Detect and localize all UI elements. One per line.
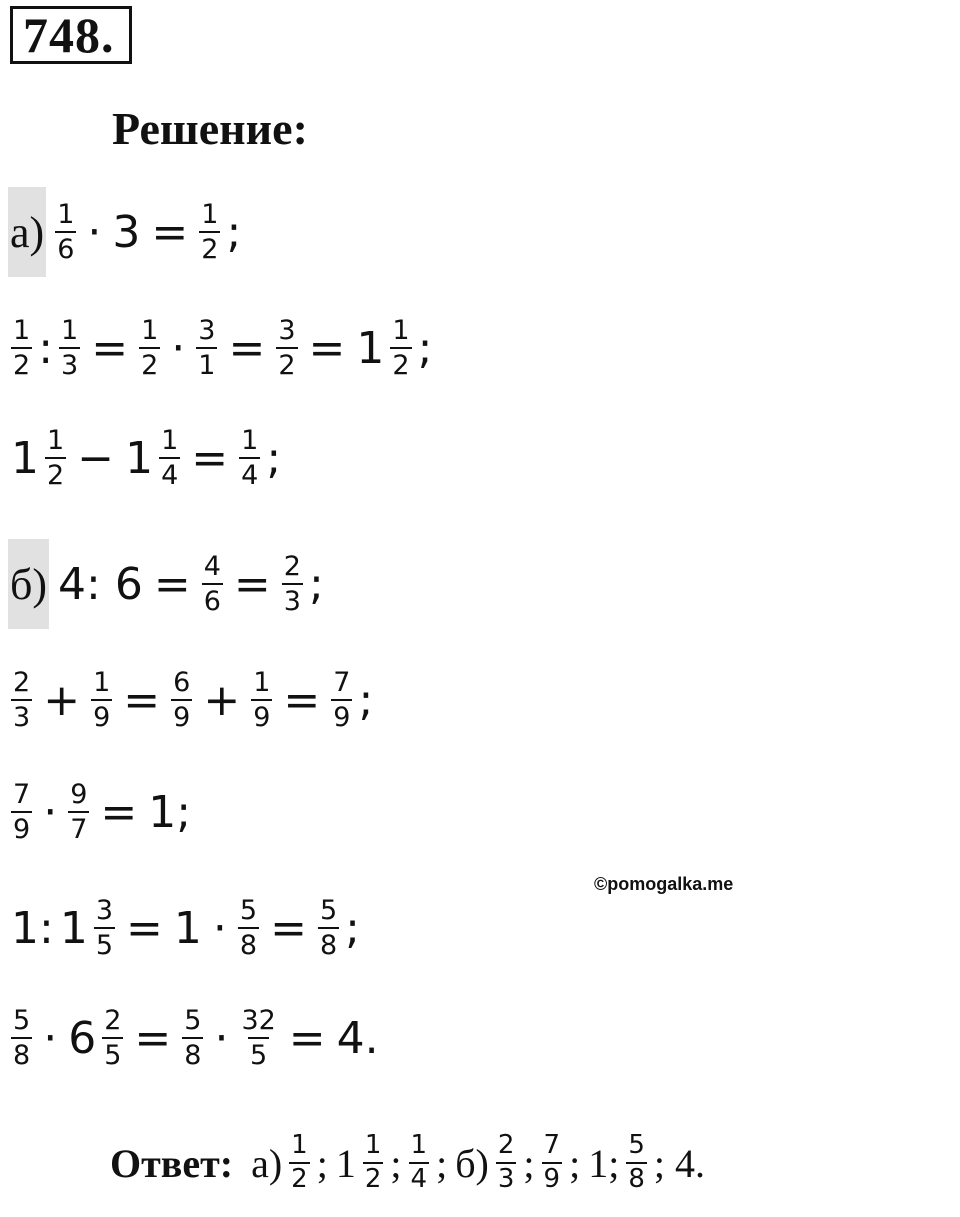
denominator: 4 (159, 457, 180, 491)
fraction (55, 199, 76, 265)
denominator: 9 (331, 699, 352, 733)
operator: = (91, 322, 129, 374)
fraction (139, 315, 160, 381)
mixed-number (332, 1131, 387, 1195)
numerator: 1 (201, 198, 219, 230)
denominator: 5 (94, 927, 115, 961)
fraction (239, 1005, 277, 1071)
denominator: 6 (202, 583, 223, 617)
denominator: 5 (248, 1037, 269, 1071)
whole-part: 6 (68, 1012, 97, 1064)
math-text: ; (390, 1140, 402, 1186)
operator: · (43, 1012, 58, 1064)
fraction (276, 315, 297, 381)
fraction (239, 425, 260, 491)
denominator: 2 (390, 347, 411, 381)
equation-line (8, 650, 376, 750)
numerator: 32 (241, 1004, 276, 1036)
math-text: : (38, 322, 54, 374)
equation-line (8, 988, 382, 1088)
operator: = (308, 322, 346, 374)
operator: · (43, 786, 58, 838)
answer-values (247, 1131, 709, 1195)
operator: · (214, 1012, 229, 1064)
numerator: 2 (283, 550, 301, 582)
math-text: ; (523, 1140, 535, 1186)
fraction (68, 779, 89, 845)
numerator: 3 (95, 894, 114, 926)
mixed-number (57, 895, 118, 961)
mixed-number (122, 425, 183, 491)
fraction (202, 551, 223, 617)
numerator: 4 (203, 550, 221, 582)
part-label: б) (8, 539, 49, 629)
operator: = (123, 674, 161, 726)
numerator: 1 (47, 424, 65, 456)
fraction (626, 1131, 647, 1195)
operator: + (43, 674, 81, 726)
denominator: 5 (102, 1037, 123, 1071)
denominator: 8 (628, 1164, 645, 1194)
numerator: 7 (333, 666, 351, 698)
mixed-number (353, 315, 414, 381)
fraction (282, 551, 303, 617)
numerator: 5 (184, 1004, 202, 1036)
denominator: 2 (364, 1164, 382, 1194)
numerator: 3 (198, 314, 216, 346)
operator: = (153, 558, 191, 610)
numerator: 2 (497, 1130, 515, 1161)
fraction (542, 1131, 563, 1195)
fraction (199, 199, 220, 265)
fraction (11, 779, 32, 845)
fraction (182, 1005, 203, 1071)
fraction (94, 895, 115, 961)
denominator: 9 (11, 811, 32, 845)
mixed-number (65, 1005, 126, 1071)
fraction (171, 667, 192, 733)
numerator: 2 (104, 1004, 122, 1036)
denominator: 2 (45, 457, 66, 491)
fraction (59, 315, 80, 381)
denominator: 3 (497, 1164, 515, 1194)
fraction (91, 667, 112, 733)
fraction (11, 315, 32, 381)
equation-line (8, 534, 327, 634)
math-text: 4. (336, 1012, 379, 1064)
operator: · (171, 322, 186, 374)
numerator: 1 (364, 1130, 382, 1161)
numerator: 1 (241, 424, 259, 456)
watermark: ©pomogalka.me (594, 874, 734, 894)
numerator: 6 (173, 666, 191, 698)
fraction (196, 315, 217, 381)
fraction (496, 1131, 517, 1195)
fraction (159, 425, 180, 491)
operator: = (191, 432, 229, 484)
denominator: 8 (238, 927, 259, 961)
math-text: 1; (588, 1140, 620, 1186)
denominator: 9 (543, 1164, 561, 1194)
numerator: 1 (57, 198, 75, 230)
operator: + (203, 674, 241, 726)
numerator: 3 (278, 314, 296, 346)
answer-title: Ответ: (110, 1140, 234, 1186)
operator: = (126, 902, 163, 954)
mixed-number (8, 425, 69, 491)
denominator: 8 (11, 1037, 32, 1071)
denominator: 9 (251, 699, 272, 733)
denominator: 1 (196, 347, 217, 381)
whole-part: 1 (356, 322, 385, 374)
operator: = (134, 1012, 172, 1064)
fraction (331, 667, 352, 733)
denominator: 7 (68, 811, 89, 845)
numerator: 1 (410, 1130, 428, 1161)
math-text: ; (266, 432, 282, 484)
denominator: 2 (199, 231, 220, 265)
fraction (11, 1005, 32, 1071)
fraction (102, 1005, 123, 1071)
answer-line (110, 1118, 709, 1208)
denominator: 2 (291, 1164, 308, 1194)
numerator: 9 (70, 778, 88, 810)
numerator: 1 (392, 314, 410, 346)
numerator: 1 (93, 666, 111, 698)
equation-line (8, 878, 363, 978)
math-text: а) (251, 1140, 283, 1186)
operator: − (77, 432, 115, 484)
fraction (390, 315, 411, 381)
numerator: 1 (253, 666, 271, 698)
fraction (238, 895, 259, 961)
equation-line (8, 408, 284, 508)
denominator: 3 (11, 699, 32, 733)
math-text: ; (345, 902, 360, 954)
operator: · (87, 206, 102, 258)
solution-heading: Решение: (112, 103, 308, 154)
fraction (318, 895, 339, 961)
denominator: 4 (239, 457, 260, 491)
math-text: ; (358, 674, 374, 726)
operator: = (288, 1012, 326, 1064)
denominator: 4 (410, 1164, 428, 1194)
numerator: 2 (13, 666, 31, 698)
numerator: 7 (13, 778, 31, 810)
denominator: 8 (182, 1037, 203, 1071)
part-label: а) (8, 187, 46, 277)
denominator: 6 (55, 231, 76, 265)
task-number: 748. (10, 6, 132, 64)
operator: · (212, 902, 227, 954)
numerator: 1 (161, 424, 179, 456)
whole-part: 1 (11, 432, 39, 484)
math-text: 4: 6 (58, 558, 143, 610)
fraction (251, 667, 272, 733)
denominator: 3 (59, 347, 80, 381)
math-text: ; (308, 558, 324, 610)
denominator: 2 (276, 347, 297, 381)
operator: = (100, 786, 138, 838)
equation-line (8, 762, 194, 862)
math-text: ; (569, 1140, 581, 1186)
operator: = (228, 322, 266, 374)
math-text: 1: (11, 902, 54, 954)
numerator: 5 (239, 894, 258, 926)
denominator: 9 (91, 699, 112, 733)
math-text: 1 (173, 902, 202, 954)
fraction (409, 1131, 430, 1195)
math-text: 1; (148, 786, 192, 838)
operator: = (283, 674, 321, 726)
equation-line (8, 182, 244, 282)
math-text: ; 4. (653, 1140, 705, 1186)
math-text: ; (417, 322, 433, 374)
fraction (289, 1131, 310, 1195)
math-text: ; (316, 1140, 328, 1186)
fraction (45, 425, 66, 491)
numerator: 5 (13, 1004, 31, 1036)
math-text: б) (455, 1140, 489, 1186)
numerator: 7 (543, 1130, 561, 1161)
numerator: 5 (628, 1130, 645, 1161)
whole-part: 1 (335, 1140, 356, 1186)
fraction (11, 667, 32, 733)
denominator: 3 (282, 583, 303, 617)
math-text: ; (436, 1140, 448, 1186)
denominator: 8 (318, 927, 339, 961)
numerator: 1 (13, 314, 31, 346)
numerator: 1 (61, 314, 79, 346)
whole-part: 1 (59, 902, 88, 954)
equation-line (8, 298, 435, 398)
denominator: 2 (11, 347, 32, 381)
whole-part: 1 (125, 432, 154, 484)
math-text: ; (226, 206, 242, 258)
math-text: 3 (112, 206, 141, 258)
numerator: 1 (291, 1130, 308, 1161)
operator: = (233, 558, 271, 610)
numerator: 5 (319, 894, 338, 926)
denominator: 2 (139, 347, 160, 381)
operator: = (151, 206, 189, 258)
numerator: 1 (141, 314, 159, 346)
operator: = (270, 902, 307, 954)
fraction (363, 1131, 384, 1195)
denominator: 9 (171, 699, 192, 733)
